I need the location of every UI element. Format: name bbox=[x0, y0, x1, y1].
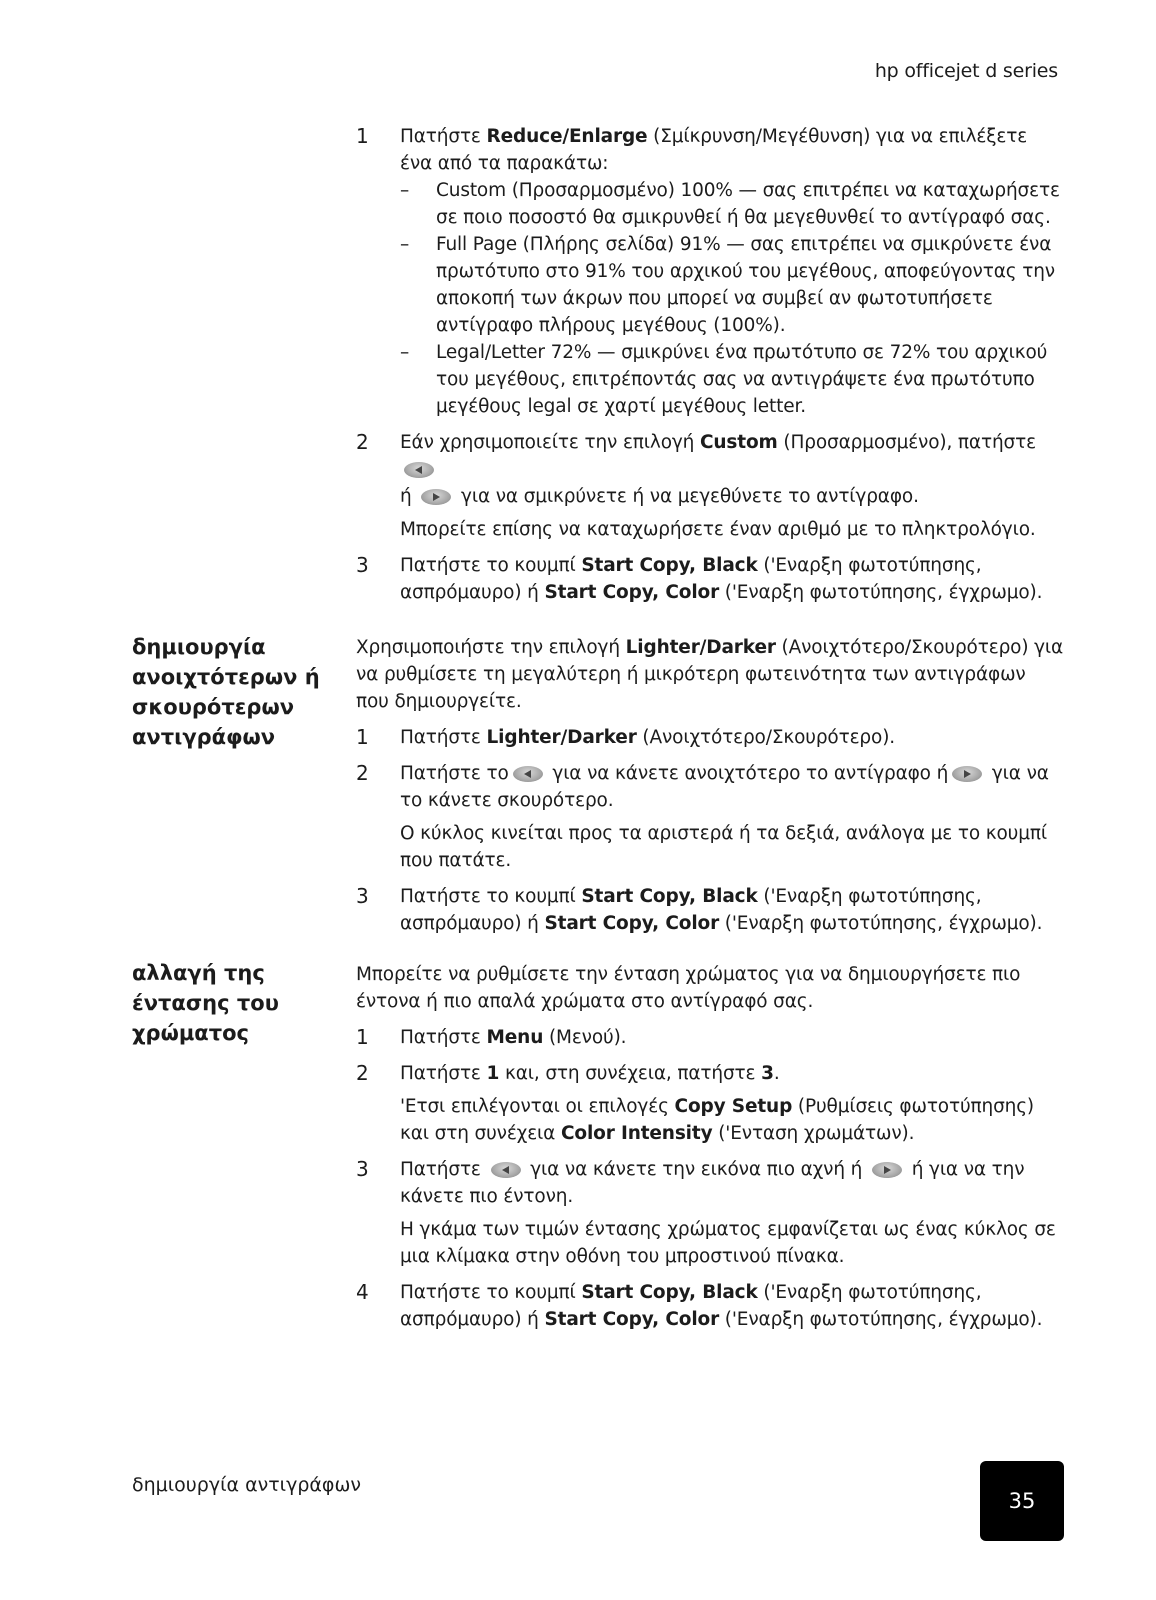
page-number: 35 bbox=[1008, 1489, 1036, 1513]
step-text: Πατήστε το κουμπί bbox=[400, 886, 582, 907]
section-lighter-darker bbox=[356, 634, 1064, 937]
step-text: για να το κάνετε σκουρότερο. bbox=[400, 763, 1049, 811]
note-text: (Ρυθμίσεις φωτοτύπησης) και στη συνέχεια bbox=[400, 1096, 1035, 1144]
section-intro: Μπορείτε να ρυθμίσετε την ένταση χρώματος για να δημιουργήσετε πιο έντονα ή πιο απαλά χρώματα στο αντίγραφό σας. bbox=[356, 964, 1021, 1012]
section-heading-lighter-darker: δημιουργία ανοιχτότερων ή σκουρότερων αντιγράφων bbox=[132, 635, 320, 749]
option-text: Legal/Letter 72% — σμικρύνει ένα πρωτότυπο σε 72% του αρχικού του μεγέθους, επιτρέποντάς σας να αντιγράψετε ένα πρωτότυπο μεγέθους legal σε χαρτί μεγέθους letter. bbox=[436, 342, 1048, 417]
step-text: ('Εναρξη φωτοτύπησης, ασπρόμαυρο) ή bbox=[400, 1282, 982, 1330]
option-text: Custom (Προσαρμοσμένο) 100% — σας επιτρέπει να καταχωρήσετε σε ποιο ποσοστό θα σμικρυνθεί ή θα μεγεθυνθεί το αντίγραφό σας. bbox=[436, 180, 1060, 228]
right-arrow-button-icon bbox=[872, 1162, 902, 1178]
note-text: 'Ετσι επιλέγονται οι επιλογές bbox=[400, 1096, 675, 1117]
step-text: ('Εναρξη φωτοτύπησης, ασπρόμαυρο) ή bbox=[400, 886, 982, 934]
intro-text: (Ανοιχτότερο/Σκουρότερο) για να ρυθμίσετε τη μεγαλύτερη ή μικρότερη φωτεινότητα των αντιγράφων που δημιουργείτε. bbox=[356, 637, 1064, 712]
note-text: ('Ενταση χρωμάτων). bbox=[712, 1123, 915, 1144]
step-2 bbox=[356, 429, 1064, 510]
option-name: Custom bbox=[699, 432, 778, 453]
intro-text: Χρησιμοποιήστε την επιλογή bbox=[356, 637, 626, 658]
option-full-page bbox=[356, 231, 1064, 339]
step-4 bbox=[356, 1279, 1064, 1333]
step-1 bbox=[356, 1024, 1064, 1051]
list-dash: – bbox=[400, 342, 410, 363]
step-number: 2 bbox=[356, 430, 369, 454]
step-text: . bbox=[773, 1063, 780, 1084]
section-intro bbox=[356, 634, 1064, 715]
step-text: (Μενού). bbox=[543, 1027, 627, 1048]
step-note bbox=[356, 1093, 1064, 1147]
button-name: Menu bbox=[486, 1027, 544, 1048]
step-number: 1 bbox=[356, 124, 369, 148]
button-name: Start Copy, Black bbox=[581, 555, 758, 576]
step-text: (Σμίκρυνση/Μεγέθυνση) για να επιλέξετε ένα από τα παρακάτω: bbox=[400, 126, 1028, 174]
step-note: Ο κύκλος κινείται προς τα αριστερά ή τα δεξιά, ανάλογα με το κουμπί που πατάτε. bbox=[400, 823, 1047, 871]
step-number: 4 bbox=[356, 1280, 369, 1304]
step-text: (Προσαρμοσμένο), πατήστε bbox=[777, 432, 1036, 453]
step-text: Πατήστε το κουμπί bbox=[400, 1282, 582, 1303]
step-text: Πατήστε το bbox=[400, 763, 509, 784]
step-text: ('Εναρξη φωτοτύπησης, έγχρωμο). bbox=[719, 913, 1043, 934]
step-text: ('Εναρξη φωτοτύπησης, έγχρωμο). bbox=[719, 582, 1043, 603]
left-arrow-button-icon bbox=[491, 1162, 521, 1178]
step-text: ('Εναρξη φωτοτύπησης, έγχρωμο). bbox=[719, 1309, 1043, 1330]
step-1 bbox=[356, 724, 1064, 751]
step-text: Εάν χρησιμοποιείτε την επιλογή bbox=[400, 432, 700, 453]
step-note: Μπορείτε επίσης να καταχωρήσετε έναν αριθμό με το πληκτρολόγιο. bbox=[400, 519, 1036, 540]
footer-section-title: δημιουργία αντιγράφων bbox=[132, 1474, 361, 1496]
section-heading-color-intensity: αλλαγή της έντασης του χρώματος bbox=[132, 961, 279, 1045]
step-text: ή bbox=[400, 486, 418, 507]
step-text: ('Εναρξη φωτοτύπησης, ασπρόμαυρο) ή bbox=[400, 555, 982, 603]
option-text: Full Page (Πλήρης σελίδα) 91% — σας επιτρέπει να σμικρύνετε ένα πρωτότυπο στο 91% του αρχικού του μεγέθους, αποφεύγοντας την αποκοπή των άκρων που μπορεί να συμβεί αν φωτοτυπήσετε αντίγραφο πλήρους μεγέθους (100%). bbox=[436, 234, 1055, 336]
section-reduce-enlarge bbox=[356, 123, 1064, 606]
step-text: ή για να την κάνετε πιο έντονη. bbox=[400, 1159, 1025, 1207]
button-name: Lighter/Darker bbox=[486, 727, 637, 748]
step-text: Πατήστε bbox=[400, 1063, 487, 1084]
step-text: για να κάνετε την εικόνα πιο αχνή ή bbox=[524, 1159, 868, 1180]
option-name: Color Intensity bbox=[560, 1123, 713, 1144]
list-dash: – bbox=[400, 180, 410, 201]
step-number: 3 bbox=[356, 1157, 369, 1181]
step-text: Πατήστε το κουμπί bbox=[400, 555, 582, 576]
step-text: Πατήστε bbox=[400, 126, 487, 147]
step-number: 2 bbox=[356, 761, 369, 785]
section-color-intensity bbox=[356, 961, 1064, 1333]
button-name: Start Copy, Color bbox=[544, 1309, 720, 1330]
step-3 bbox=[356, 883, 1064, 937]
button-name: Start Copy, Black bbox=[581, 1282, 758, 1303]
key-name: 1 bbox=[486, 1063, 500, 1084]
step-number: 2 bbox=[356, 1061, 369, 1085]
step-number: 3 bbox=[356, 553, 369, 577]
list-dash: – bbox=[400, 234, 410, 255]
step-3 bbox=[356, 552, 1064, 606]
button-name: Start Copy, Color bbox=[544, 582, 720, 603]
button-name: Start Copy, Black bbox=[581, 886, 758, 907]
step-2 bbox=[356, 1060, 1064, 1087]
right-arrow-button-icon bbox=[952, 766, 982, 782]
key-name: 3 bbox=[761, 1063, 774, 1084]
step-text: Πατήστε bbox=[400, 1027, 487, 1048]
step-note: Η γκάμα των τιμών έντασης χρώματος εμφανίζεται ως ένας κύκλος σε μια κλίμακα στην οθόνη του μπροστινού πίνακα. bbox=[400, 1219, 1056, 1267]
step-2 bbox=[356, 760, 1064, 814]
running-header: hp officejet d series bbox=[874, 60, 1058, 82]
step-number: 1 bbox=[356, 1025, 369, 1049]
option-legal-letter bbox=[356, 339, 1064, 420]
page-number-badge bbox=[980, 1461, 1064, 1541]
option-name: Copy Setup bbox=[674, 1096, 793, 1117]
step-text: για να κάνετε ανοιχτότερο το αντίγραφο ή bbox=[546, 763, 949, 784]
option-custom bbox=[356, 177, 1064, 231]
option-name: Lighter/Darker bbox=[625, 637, 776, 658]
step-number: 1 bbox=[356, 725, 369, 749]
step-text: Πατήστε bbox=[400, 1159, 487, 1180]
button-name: Reduce/Enlarge bbox=[486, 126, 648, 147]
step-text: για να σμικρύνετε ή να μεγεθύνετε το αντίγραφο. bbox=[455, 486, 919, 507]
step-1 bbox=[356, 123, 1064, 177]
left-arrow-button-icon bbox=[404, 462, 434, 478]
step-number: 3 bbox=[356, 884, 369, 908]
button-name: Start Copy, Color bbox=[544, 913, 720, 934]
step-text: και, στη συνέχεια, πατήστε bbox=[499, 1063, 762, 1084]
step-text: (Ανοιχτότερο/Σκουρότερο). bbox=[636, 727, 895, 748]
left-arrow-button-icon bbox=[513, 766, 543, 782]
step-text: Πατήστε bbox=[400, 727, 487, 748]
step-3 bbox=[356, 1156, 1064, 1210]
right-arrow-button-icon bbox=[421, 489, 451, 505]
